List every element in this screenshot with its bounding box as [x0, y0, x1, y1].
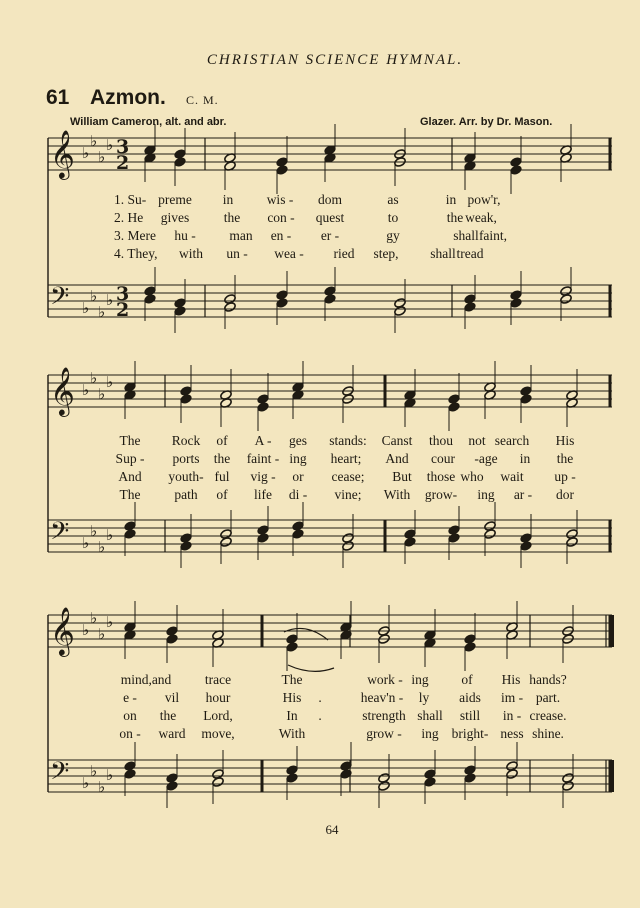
lyric-syllable: His [501, 672, 521, 687]
lyric-syllable: dom [317, 192, 343, 207]
lyric-syllable: the [446, 210, 464, 225]
lyric-syllable: ly [418, 690, 430, 705]
slur [288, 665, 334, 671]
lyric-syllable: man [229, 228, 253, 243]
note-head [510, 164, 523, 175]
note-head [292, 528, 305, 539]
flat-icon: ♭ [90, 762, 98, 780]
flat-icon: ♭ [82, 381, 90, 399]
music-credit: Glazer. Arr. by Dr. Mason. [420, 116, 553, 128]
lyric-syllable: With [383, 487, 411, 502]
lyric-syllable: the [159, 708, 177, 723]
lyric-syllable: work - [367, 672, 403, 687]
lyric-syllable: wait [500, 469, 524, 484]
lyric-syllable: ward [158, 726, 186, 741]
flat-icon: ♭ [98, 303, 106, 321]
lyric-syllable: -age [474, 451, 498, 466]
running-head: CHRISTIAN SCIENCE HYMNAL. [206, 52, 464, 68]
lyric-syllable: those [426, 469, 456, 484]
note-head [378, 780, 391, 791]
lyric-syllable: e - [123, 690, 137, 705]
lyric-syllable: the [556, 451, 574, 466]
lyric-syllable: bright- [451, 726, 489, 741]
lyric-syllable: faint, [478, 228, 508, 243]
lyric-syllable: cour [431, 451, 455, 466]
note-head [566, 536, 579, 547]
note-head [464, 301, 477, 312]
lyric-syllable: The [119, 487, 141, 502]
lyric-syllable: thou [428, 433, 454, 448]
lyric-syllable: shall [453, 228, 479, 243]
lyric-syllable: to [387, 210, 399, 225]
lyric-syllable: ful [214, 469, 230, 484]
note-head [257, 401, 270, 412]
lyric-syllable: un - [226, 246, 248, 261]
note-head [520, 393, 533, 404]
flat-icon: ♭ [90, 522, 98, 540]
lyric-syllable: ar - [513, 487, 533, 502]
treble-clef-icon: 𝄞 [50, 606, 75, 655]
lyric-syllable: His [282, 690, 302, 705]
time-signature: 3 [116, 136, 130, 158]
lyric-syllable: wea - [274, 246, 304, 261]
lyric-syllable: gy [386, 228, 400, 243]
lyric-syllable: . [318, 708, 322, 723]
lyric-syllable: The [281, 672, 303, 687]
lyric-syllable: mind,and [120, 672, 172, 687]
flat-icon: ♭ [90, 369, 98, 387]
flat-icon: ♭ [82, 534, 90, 552]
lyric-syllable: ing [411, 672, 429, 687]
note-head [124, 768, 137, 779]
lyric-syllable: as [387, 192, 399, 207]
lyric-syllable: With [278, 726, 306, 741]
lyric-syllable: di - [288, 487, 308, 502]
flat-icon: ♭ [106, 526, 114, 544]
lyric-syllable: hands? [529, 672, 567, 687]
note-head [404, 536, 417, 547]
lyric-syllable: heart; [330, 451, 362, 466]
lyric-syllable: vig - [250, 469, 276, 484]
note-head [220, 536, 233, 547]
lyric-syllable: with [178, 246, 204, 261]
lyric-syllable: who [460, 469, 484, 484]
note-head [424, 776, 437, 787]
lyric-syllable: the [213, 451, 231, 466]
lyric-syllable: 3. Mere [114, 228, 156, 243]
lyric-syllable: In [286, 708, 298, 723]
flat-icon: ♭ [106, 613, 114, 631]
lyric-syllable: . [318, 690, 322, 705]
note-head [484, 528, 497, 539]
lyric-syllable: 2. He [114, 210, 144, 225]
lyric-syllable: of [216, 433, 228, 448]
flat-icon: ♭ [106, 291, 114, 309]
note-head [174, 305, 187, 316]
lyric-syllable: move, [201, 726, 235, 741]
lyric-syllable: strength [362, 708, 406, 723]
note-head [342, 540, 355, 551]
lyric-syllable: en - [270, 228, 292, 243]
note-head [394, 305, 407, 316]
lyric-syllable: of [216, 487, 228, 502]
lyric-syllable: of [461, 672, 473, 687]
lyric-syllable: aids [459, 690, 481, 705]
lyric-syllable: ing [421, 726, 439, 741]
lyric-syllable: ried [333, 246, 355, 261]
lyric-syllable: And [118, 469, 142, 484]
lyric-syllable: ges [289, 433, 307, 448]
lyric-syllable: cease; [331, 469, 365, 484]
note-head [464, 641, 477, 652]
lyric-syllable: But [392, 469, 412, 484]
lyric-syllable: on - [119, 726, 141, 741]
lyric-syllable: up - [554, 469, 576, 484]
note-head [212, 776, 225, 787]
lyric-syllable: ing [477, 487, 495, 502]
note-head [562, 780, 575, 791]
lyric-syllable: in - [502, 708, 522, 723]
lyric-syllable: 4. They, [114, 246, 158, 261]
lyric-syllable: 1. Su- [114, 192, 147, 207]
note-head [174, 156, 187, 167]
lyric-syllable: trace [204, 672, 232, 687]
lyric-syllable: part. [535, 690, 561, 705]
lyric-syllable: or [292, 469, 304, 484]
lyric-syllable: grow- [424, 487, 458, 502]
treble-clef-icon: 𝄞 [50, 366, 75, 415]
lyric-syllable: im - [500, 690, 524, 705]
flat-icon: ♭ [106, 136, 114, 154]
hymn-meter: C. M. [186, 93, 219, 107]
lyric-syllable: step, [373, 246, 399, 261]
lyric-syllable: dor [556, 487, 574, 502]
note-head [286, 641, 299, 652]
lyric-syllable: shall [430, 246, 456, 261]
lyric-syllable: in [222, 192, 234, 207]
lyric-syllable: Rock [171, 433, 201, 448]
hymn-tune-name: Azmon. [90, 86, 166, 109]
note-head [324, 293, 337, 304]
note-head [166, 633, 179, 644]
flat-icon: ♭ [98, 625, 106, 643]
lyric-syllable: in [519, 451, 531, 466]
note-head [520, 540, 533, 551]
note-head [257, 532, 270, 543]
lyric-syllable: the [223, 210, 241, 225]
note-head [286, 772, 299, 783]
lyric-syllable: vine; [334, 487, 362, 502]
time-signature: 2 [116, 152, 130, 174]
lyric-syllable: preme [158, 192, 192, 207]
lyric-syllable: life [254, 487, 272, 502]
flat-icon: ♭ [90, 609, 98, 627]
flat-icon: ♭ [82, 774, 90, 792]
lyric-syllable: faint - [246, 451, 280, 466]
lyric-syllable: tread [456, 246, 484, 261]
treble-clef-icon: 𝄞 [50, 129, 75, 178]
flat-icon: ♭ [98, 385, 106, 403]
lyric-syllable: ness [500, 726, 524, 741]
lyric-syllable: ing [289, 451, 307, 466]
page-number: 64 [325, 822, 339, 837]
note-head [180, 540, 193, 551]
flat-icon: ♭ [82, 299, 90, 317]
lyric-syllable: heav'n - [360, 690, 404, 705]
lyric-syllable: youth- [168, 469, 204, 484]
hymn-number: 61 [46, 86, 70, 109]
time-signature: 3 [116, 283, 130, 305]
note-head [224, 301, 237, 312]
lyric-syllable: not [468, 433, 486, 448]
bass-clef-icon: 𝄢 [50, 282, 70, 317]
lyric-syllable: Canst [381, 433, 413, 448]
flat-icon: ♭ [90, 287, 98, 305]
bass-clef-icon: 𝄢 [50, 517, 70, 552]
lyric-syllable: And [385, 451, 409, 466]
lyric-syllable: con - [267, 210, 295, 225]
lyric-syllable: in [445, 192, 457, 207]
note-head [510, 297, 523, 308]
flat-icon: ♭ [106, 373, 114, 391]
lyric-syllable: hu - [174, 228, 196, 243]
note-head [506, 768, 519, 779]
note-head [560, 293, 573, 304]
lyric-syllable: hour [205, 690, 231, 705]
lyric-syllable: er - [320, 228, 340, 243]
lyric-syllable: grow - [366, 726, 402, 741]
note-head [166, 780, 179, 791]
lyric-syllable: Sup - [115, 451, 145, 466]
words-credit: William Cameron, alt. and abr. [70, 116, 227, 128]
lyric-syllable: quest [315, 210, 345, 225]
note-head [276, 297, 289, 308]
lyric-syllable: still [459, 708, 481, 723]
bass-clef-icon: 𝄢 [50, 757, 70, 792]
lyric-syllable: weak, [465, 210, 497, 225]
note-head [180, 393, 193, 404]
lyric-syllable: The [119, 433, 141, 448]
lyric-syllable: path [174, 487, 198, 502]
lyric-syllable: Lord, [203, 708, 233, 723]
flat-icon: ♭ [106, 766, 114, 784]
lyric-syllable: vil [164, 690, 180, 705]
lyric-syllable: crease. [529, 708, 567, 723]
note-head [448, 532, 461, 543]
note-head [144, 293, 157, 304]
note-head [448, 401, 461, 412]
flat-icon: ♭ [90, 132, 98, 150]
flat-icon: ♭ [82, 621, 90, 639]
lyric-syllable: wis - [266, 192, 294, 207]
note-head [276, 164, 289, 175]
flat-icon: ♭ [98, 148, 106, 166]
note-head [124, 528, 137, 539]
lyric-syllable: gives [160, 210, 190, 225]
lyric-syllable: search [494, 433, 530, 448]
flat-icon: ♭ [82, 144, 90, 162]
flat-icon: ♭ [98, 778, 106, 796]
lyric-syllable: shall [417, 708, 443, 723]
lyric-syllable: pow'r, [467, 192, 501, 207]
note-head [464, 772, 477, 783]
lyric-syllable: A - [254, 433, 272, 448]
lyric-syllable: ports [172, 451, 200, 466]
time-signature: 2 [116, 299, 130, 321]
lyric-syllable: His [555, 433, 575, 448]
lyric-syllable: shine. [532, 726, 564, 741]
lyric-syllable: stands: [329, 433, 367, 448]
flat-icon: ♭ [98, 538, 106, 556]
lyric-syllable: on [123, 708, 137, 723]
